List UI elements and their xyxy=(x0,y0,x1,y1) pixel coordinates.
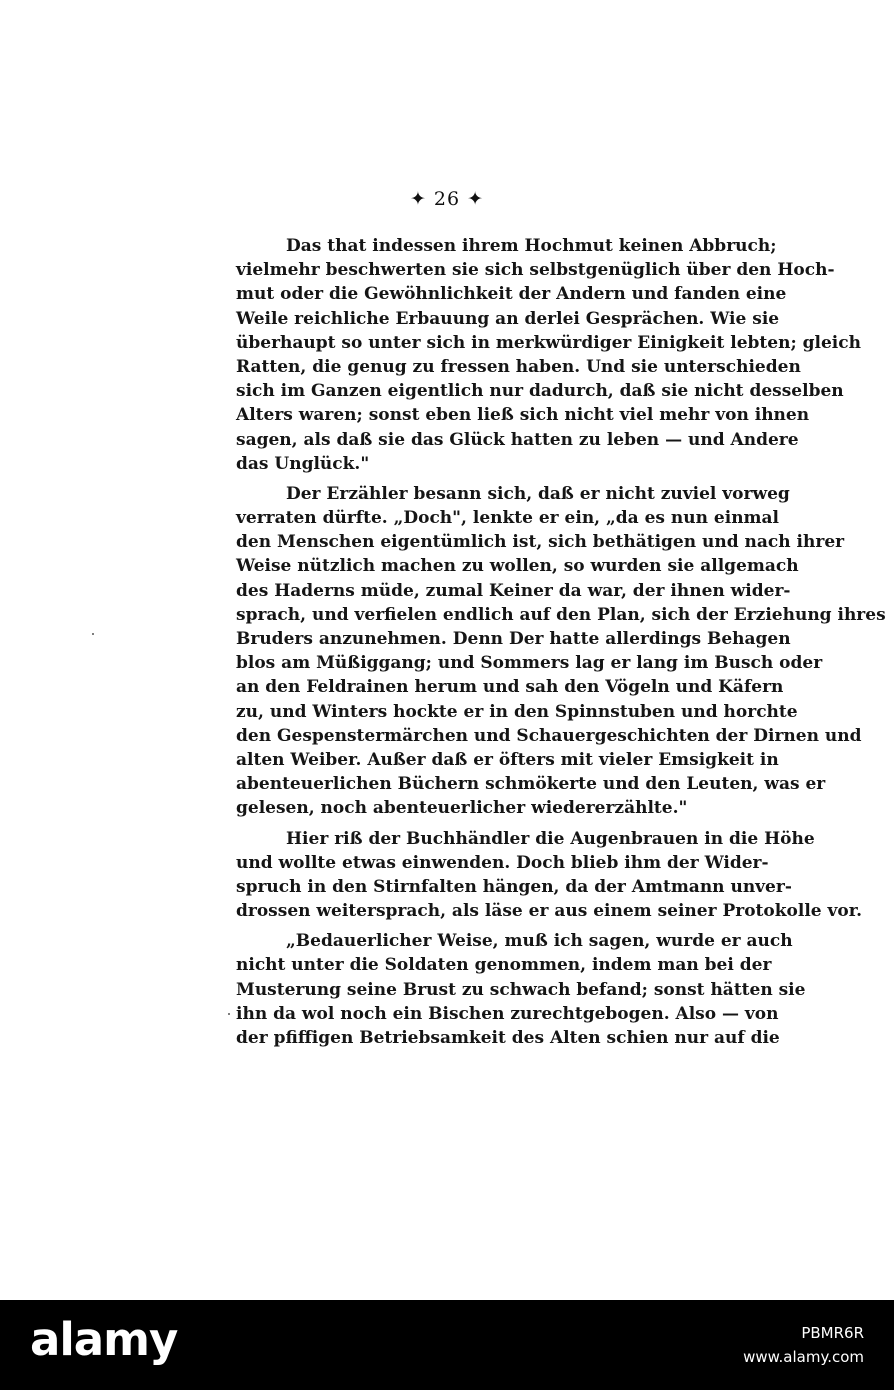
text-line: Bruders anzunehmen. Denn Der hatte allerdings Behagen xyxy=(236,629,791,649)
paragraph xyxy=(236,929,806,1050)
text-line: an den Feldrainen herum und sah den Vögeln und Käfern xyxy=(236,677,784,698)
text-line: Alters waren; sonst eben ließ sich nicht viel mehr von ihnen xyxy=(236,405,810,426)
text-line: sich im Ganzen eigentlich nur dadurch, daß sie nicht desselben xyxy=(236,381,844,402)
text-line: Der Erzähler besann sich, daß er nicht zuviel vorweg xyxy=(286,483,790,504)
text-line: drossen weitersprach, als läse er aus einem seiner Protokolle vor. xyxy=(236,901,863,922)
text-line: den Menschen eigentümlich ist, sich bethätigen und nach ihrer xyxy=(236,532,845,553)
image-id: PBMR6R xyxy=(801,1324,864,1342)
watermark-footer xyxy=(0,1300,894,1390)
paragraph xyxy=(236,827,863,924)
text-line: Ratten, die genug zu fressen haben. Und sie unterschieden xyxy=(236,356,801,377)
stray-ink-mark xyxy=(92,633,94,635)
text-line: „Bedauerlicher Weise, muß ich sagen, wurde er auch xyxy=(286,931,793,952)
text-line: Weile reichliche Erbauung an derlei Gesprächen. Wie sie xyxy=(236,308,780,329)
page-number: ✦ 26 ✦ xyxy=(409,188,485,210)
text-line: der pfiffigen Betriebsamkeit des Alten schien nur auf die xyxy=(236,1028,780,1048)
body-text xyxy=(236,234,886,1050)
text-line: alten Weiber. Außer daß er öfters mit vieler Emsigkeit in xyxy=(236,749,779,770)
text-line: verraten dürfte. „Doch", lenkte er ein, „da es nun einmal xyxy=(236,508,780,529)
text-line: ihn da wol noch ein Bischen zurechtgebogen. Also — von xyxy=(236,1003,779,1024)
text-line: den Gespenstermärchen und Schauergeschichten der Dirnen und xyxy=(236,725,862,746)
text-line: Weise nützlich machen zu wollen, so wurden sie allgemach xyxy=(236,556,799,577)
text-line: überhaupt so unter sich in merkwürdiger Einigkeit lebten; gleich xyxy=(236,332,861,353)
paragraph xyxy=(236,482,886,821)
text-line: des Haderns müde, zumal Keiner da war, der ihnen wider- xyxy=(236,580,791,601)
text-line: mut oder die Gewöhnlichkeit der Andern und fanden eine xyxy=(236,284,787,305)
alamy-logo: alamy xyxy=(30,1313,178,1366)
text-line: Hier riß der Buchhändler die Augenbrauen in die Höhe xyxy=(286,828,815,849)
text-line: gelesen, noch abenteuerlicher wiedererzählte." xyxy=(236,798,688,819)
text-line: Musterung seine Brust zu schwach befand; sonst hätten sie xyxy=(236,979,806,1000)
text-line: abenteuerlichen Büchern schmökerte und den Leuten, was er xyxy=(236,774,826,795)
text-line: spruch in den Stirnfalten hängen, da der Amtmann unver- xyxy=(236,876,792,897)
text-line: nicht unter die Soldaten genommen, indem man bei der xyxy=(236,955,772,976)
text-line: und wollte etwas einwenden. Doch blieb ihm der Wider- xyxy=(236,852,769,873)
text-line: Das that indessen ihrem Hochmut keinen Abbruch; xyxy=(286,236,777,256)
alamy-url: www.alamy.com xyxy=(743,1348,864,1366)
text-line: sprach, und verfielen endlich auf den Plan, sich der Erziehung ihres xyxy=(236,604,886,625)
text-line: blos am Müßiggang; und Sommers lag er lang im Busch oder xyxy=(236,653,823,674)
text-line: vielmehr beschwerten sie sich selbstgenüglich über den Hoch- xyxy=(236,260,835,281)
text-line: das Unglück." xyxy=(236,453,370,474)
paragraph xyxy=(236,234,861,476)
stray-ink-mark xyxy=(228,1013,230,1015)
text-line: zu, und Winters hockte er in den Spinnstuben und horchte xyxy=(236,701,798,722)
text-line: sagen, als daß sie das Glück hatten zu leben — und Andere xyxy=(236,429,799,450)
